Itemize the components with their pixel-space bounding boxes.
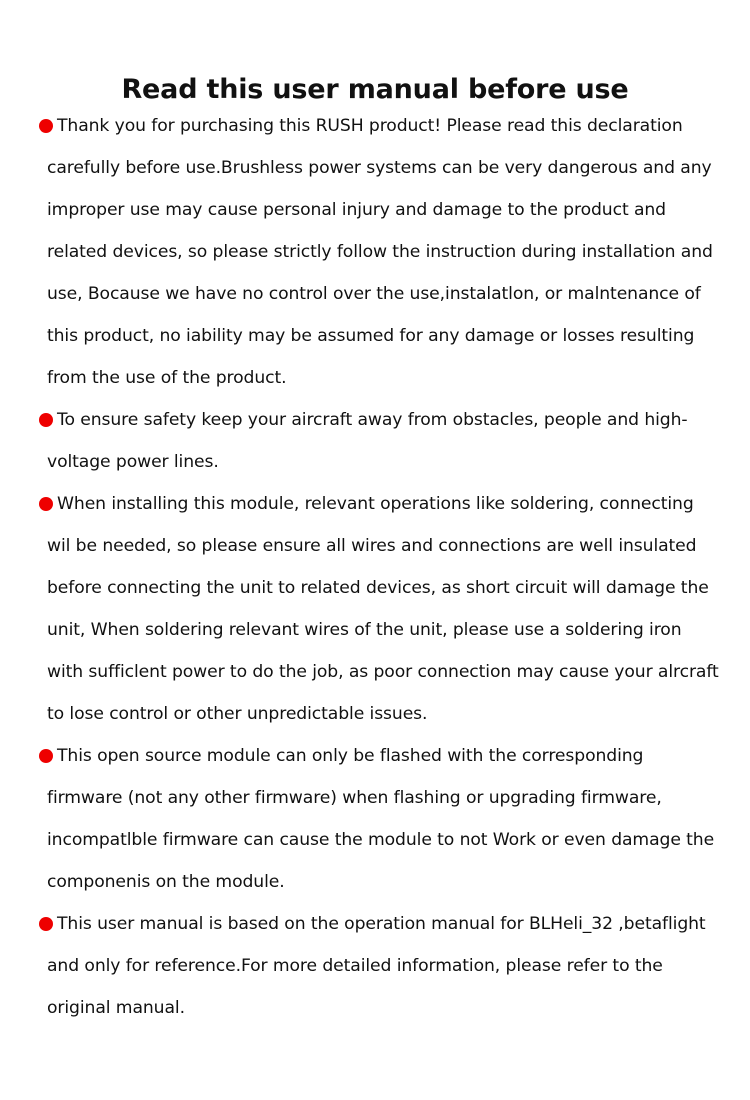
notice-list [47, 105, 719, 1029]
notice-text: When installing this module, relevant operations like soldering, connecting wil be needed, so please ensure all wires and connections are well insulated before connecting the unit to related devices, as short circuit will damage the unit, When soldering relevant wires of the unit, please use a soldering iron with sufficlent power to do the job, as poor connection may cause your alrcraft to lose control or other unpredictable issues. [47, 494, 719, 724]
notice-item-firmware [47, 735, 719, 903]
red-bullet-icon [39, 119, 53, 133]
notice-text: This open source module can only be flashed with the corresponding firmware (not any other firmware) when flashing or upgrading firmware, incompatlble firmware can cause the module to not Work or even damage the componenis on the module. [47, 746, 715, 892]
red-bullet-icon [39, 917, 53, 931]
notice-item-thanks [47, 105, 719, 399]
red-bullet-icon [39, 497, 53, 511]
notice-text: This user manual is based on the operation manual for BLHeli_32 ,betaflight and only for reference.For more detailed information, please refer to the original manual. [47, 914, 706, 1018]
notice-text: Thank you for purchasing this RUSH product! Please read this declaration carefully before use.Brushless power systems can be very dangerous and any improper use may cause personal injury and damage to the product and related devices, so please strictly follow the instruction during installation and use, Bocause we have no control over the use,instalatlon, or malntenance of this product, no iability may be assumed for any damage or losses resulting from the use of the product. [47, 116, 713, 388]
page-title: Read this user manual before use [121, 74, 629, 106]
red-bullet-icon [39, 413, 53, 427]
notice-item-safety [47, 399, 719, 483]
red-bullet-icon [39, 749, 53, 763]
notice-text: To ensure safety keep your aircraft away from obstacles, people and high-voltage power lines. [47, 410, 688, 472]
notice-item-installation [47, 483, 719, 735]
notice-item-reference [47, 903, 719, 1029]
